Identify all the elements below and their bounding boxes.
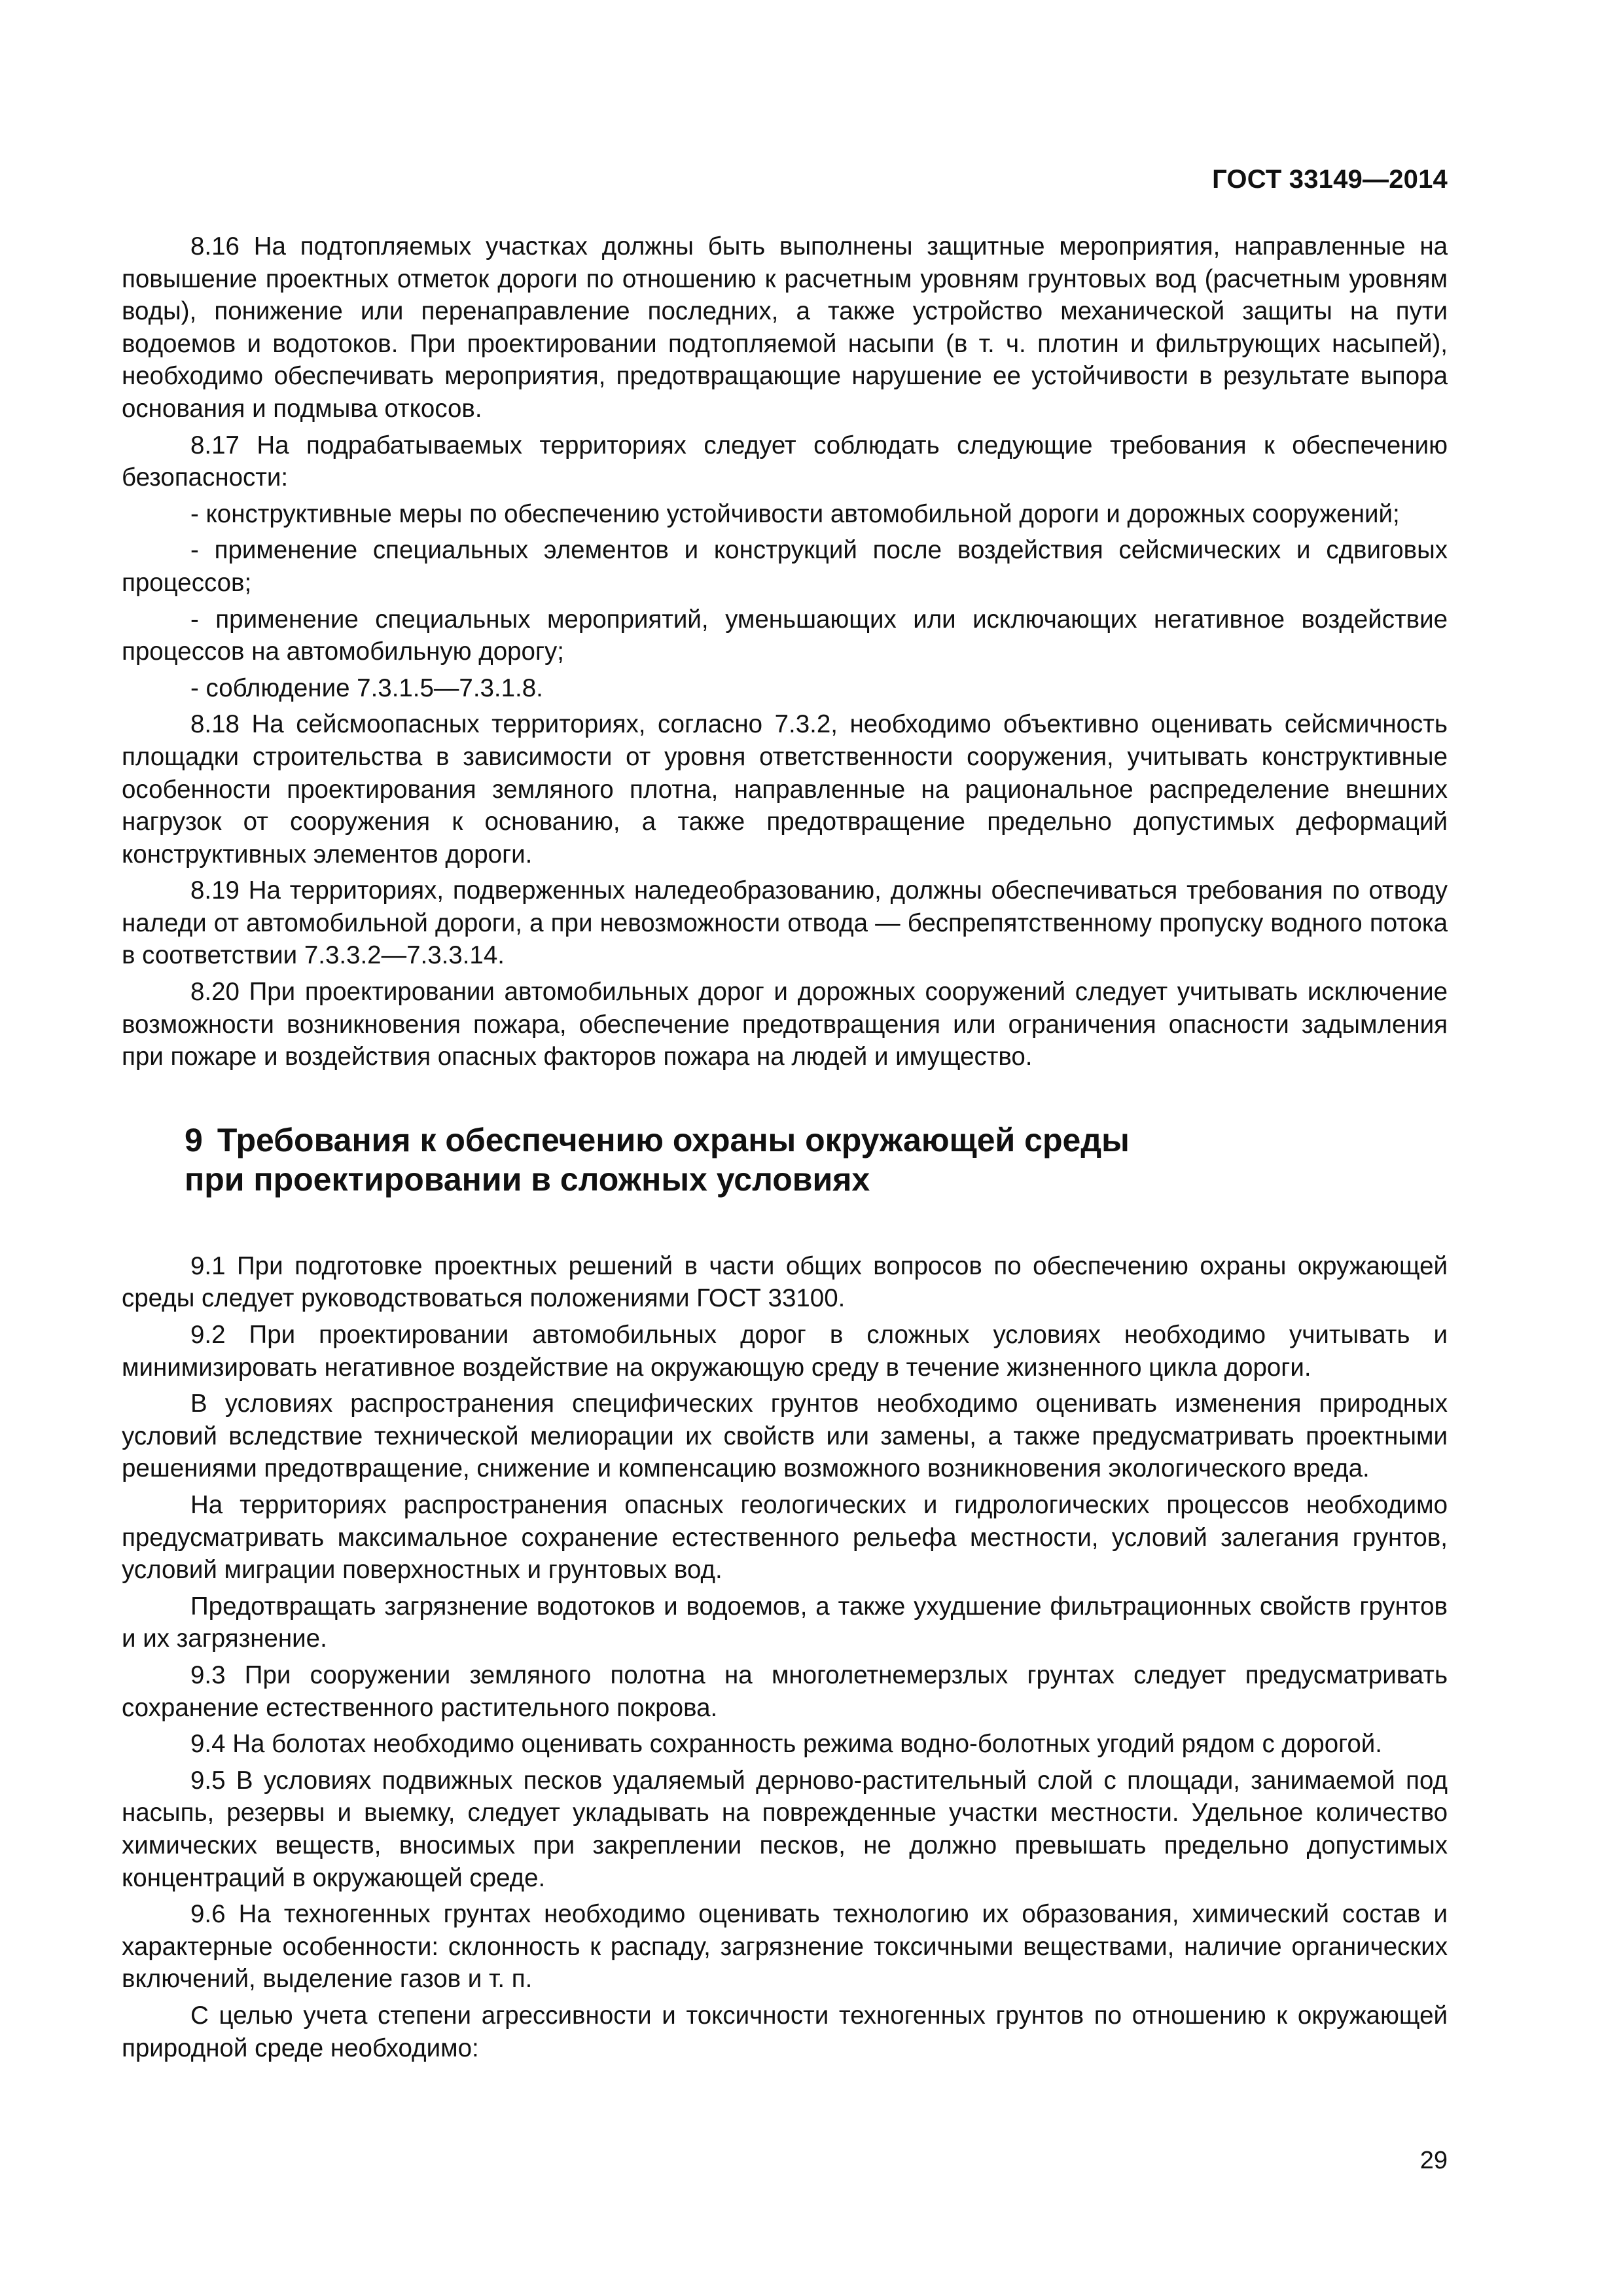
paragraph-aggressiveness: С целью учета степени агрессивности и токсичности техногенных грунтов по отношению к окружающей природной среде необходимо: — [122, 2001, 1448, 2062]
list-item-compliance: - соблюдение 7.3.1.5—7.3.1.8. — [190, 673, 543, 702]
paragraph-specific-soils: В условиях распространения специфических грунтов необходимо оценивать изменения природных условий вследствие технической мелиорации их свойств или замены, а также предусматривать проектными решениями предотвращение, снижение и компенсацию возможного возникновения экологического вреда. — [122, 1390, 1448, 1483]
paragraph-9-1: 9.1 При подготовке проектных решений в части общих вопросов по обеспечению охраны окружающей среды следует руководствоваться положениями ГОСТ 33100. — [122, 1251, 1448, 1313]
paragraph-9-4: 9.4 На болотах необходимо оценивать сохранность режима водно-болотных угодий рядом с дорогой. — [190, 1730, 1382, 1759]
paragraph-8-18: 8.18 На сейсмоопасных территориях, согласно 7.3.2, необходимо объективно оценивать сейсмичность площадки строительства в зависимости от уровня ответственности сооружения, учитывать конструктивные особенности проектирования земляного плотна, направленные на рациональное распределение внешних нагрузок от сооружения к основанию, а также предотвращение предельно допустимых деформаций конструктивных элементов дороги. — [122, 710, 1448, 869]
section-number: 9 — [185, 1121, 203, 1158]
paragraph-prevent-pollution: Предотвращать загрязнение водотоков и водоемов, а также ухудшение фильтрационных свойств грунтов и их загрязнение. — [122, 1592, 1448, 1653]
paragraph-8-17: 8.17 На подрабатываемых территориях следует соблюдать следующие требования к обеспечению безопасности: — [122, 431, 1448, 492]
section-9-heading — [122, 1121, 1448, 1199]
list-item-special-measures: - применение специальных мероприятий, уменьшающих или исключающих негативное воздействие процессов на автомобильную дорогу; — [122, 605, 1448, 666]
section-title-line-2: при проектировании в сложных условиях — [185, 1160, 870, 1198]
paragraph-8-16: 8.16 На подтопляемых участках должны быть выполнены защитные мероприятия, направленные на повышение проектных отметок дороги по отношению к расчетным уровням грунтовых вод (расчетным уровням воды), понижение или перенаправление последних, а также устройство механической защиты на пути водоемов и водотоков. При проектировании подтопляемой насыпи (в т. ч. плотин и фильтрующих насыпей), необходимо обеспечивать мероприятия, предотвращающие нарушение ее устойчивости в результате выпора основания и подмыва откосов. — [122, 232, 1448, 423]
paragraph-9-6: 9.6 На техногенных грунтах необходимо оценивать технологию их образования, химический состав и характерные особенности: склонность к распаду, загрязнение токсичными веществами, наличие органических включений, выделение газов и т. п. — [122, 1900, 1448, 1994]
document-code: ГОСТ 33149—2014 — [1212, 165, 1448, 194]
paragraph-hazardous-processes: На территориях распространения опасных геологических и гидрологических процессов необходимо предусматривать максимальное сохранение естественного рельефа местности, условий залегания грунтов, условий миграции поверхностных и грунтовых вод. — [122, 1491, 1448, 1585]
page-content — [122, 230, 1448, 2068]
page-number: 29 — [1419, 2147, 1448, 2174]
section-title-line-1: Требования к обеспечению охраны окружающей среды — [217, 1121, 1130, 1158]
paragraph-8-20: 8.20 При проектировании автомобильных дорог и дорожных сооружений следует учитывать исключение возможности возникновения пожара, обеспечение предотвращения или ограничения опасности задымления при пожаре и воздействия опасных факторов пожара на людей и имущество. — [122, 978, 1448, 1071]
paragraph-9-3: 9.3 При сооружении земляного полотна на многолетнемерзлых грунтах следует предусматривать сохранение естественного растительного покрова. — [122, 1660, 1448, 1722]
paragraph-9-2: 9.2 При проектировании автомобильных дорог в сложных условиях необходимо учитывать и минимизировать негативное воздействие на окружающую среду в течение жизненного цикла дороги. — [122, 1321, 1448, 1382]
paragraph-9-5: 9.5 В условиях подвижных песков удаляемый дерново-растительный слой с площади, занимаемой под насыпь, резервы и выемку, следует укладывать на поврежденные участки местности. Удельное количество химических веществ, вносимых при закреплении песков, не должно превышать предельно допустимых концентраций в окружающей среде. — [122, 1766, 1448, 1892]
section-9-heading-line-1 — [185, 1121, 1448, 1160]
paragraph-8-19: 8.19 На территориях, подверженных наледеобразованию, должны обеспечиваться требования по отводу наледи от автомобильной дороги, а при невозможности отвода — беспрепятственному пропуску водного потока в соответствии 7.3.3.2—7.3.3.14. — [122, 876, 1448, 970]
list-item-special-elements: - применение специальных элементов и конструкций после воздействия сейсмических и сдвиговых процессов; — [122, 536, 1448, 597]
list-item-constructive-measures: - конструктивные меры по обеспечению устойчивости автомобильной дороги и дорожных сооружений; — [190, 499, 1400, 528]
